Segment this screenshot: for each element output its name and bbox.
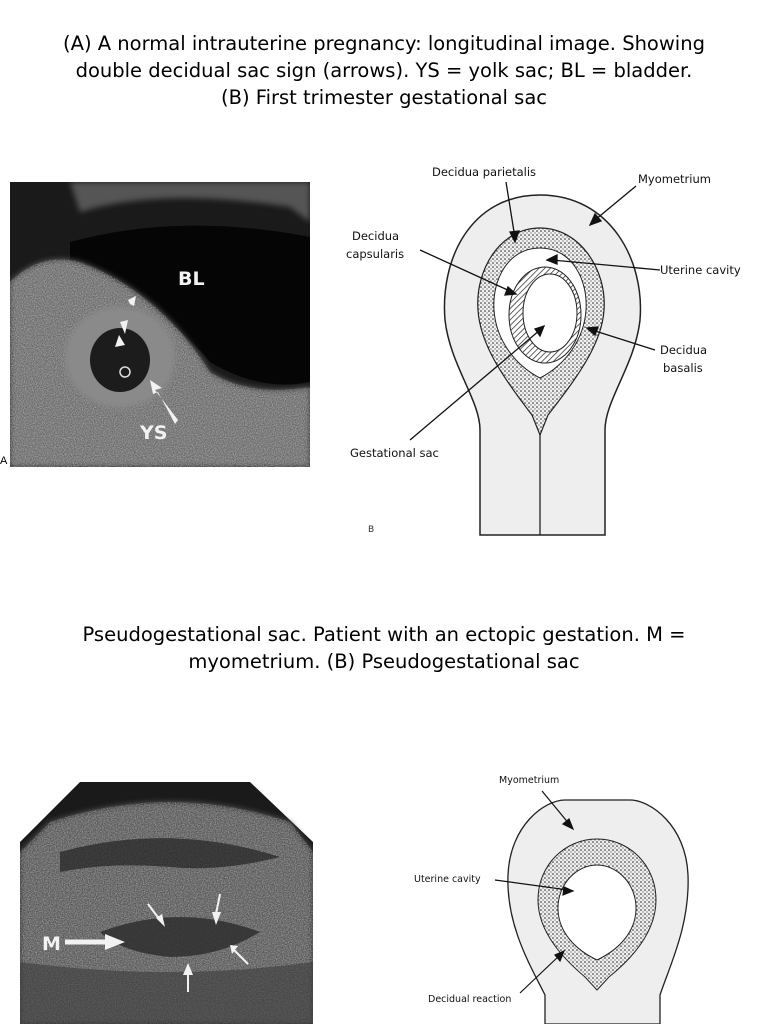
label-myometrium: Myometrium [499,775,560,786]
label-uterine-cavity: Uterine cavity [660,263,741,277]
caption-normal-pregnancy [0,30,768,111]
yolk-sac-label: YS [140,422,168,444]
caption-line: myometrium. (B) Pseudogestational sac [188,650,580,673]
label-decidua-basalis: Decidua [660,343,708,357]
label-decidua-capsularis: Decidua [352,229,400,243]
caption-pseudogestational-sac [0,621,768,675]
caption-line: double decidual sac sign (arrows). YS = yolk sac; BL = bladder. [75,59,693,82]
diagram-pseudogestational-sac [400,765,768,1024]
label-myometrium: Myometrium [638,172,711,186]
label-decidual-reaction: Decidual reaction [428,994,512,1005]
diagram-gestational-sac [340,150,768,545]
bladder-label: BL [178,268,205,290]
myometrium-label: M [42,933,61,955]
panel-letter-b: B [368,525,375,535]
panel-letter-a: A [0,455,8,467]
label-decidua-parietalis: Decidua parietalis [432,165,537,179]
ultrasound-normal-pregnancy [10,182,310,467]
caption-line: Pseudogestational sac. Patient with an ectopic gestation. M = [82,623,686,646]
caption-line: (A) A normal intrauterine pregnancy: longitudinal image. Showing [63,32,705,55]
label-uterine-cavity: Uterine cavity [414,874,481,885]
label-gestational-sac: Gestational sac [350,446,439,460]
label-decidua-capsularis: capsularis [346,247,405,261]
label-decidua-basalis: basalis [663,361,703,375]
caption-line: (B) First trimester gestational sac [221,86,547,109]
ultrasound-pseudogestational-sac [20,782,313,1024]
